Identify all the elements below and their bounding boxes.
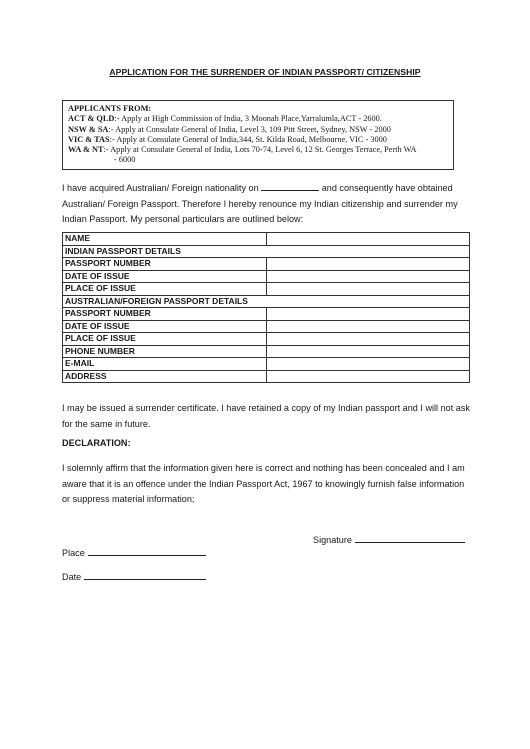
row-label: PASSPORT NUMBER [63,308,267,321]
table-row [63,345,470,358]
section-heading: INDIAN PASSPORT DETAILS [63,245,470,258]
row-value-field[interactable] [267,370,470,383]
signature-line [313,533,465,545]
row-value-field[interactable] [267,233,470,246]
intro-text-after: and consequently have obtained Australian/ Foreign Passport. Therefore I hereby renounce my Indian citizenship and surrender my Indian Passport. My personal particulars are outlined below: [62,183,458,224]
row-label: PHONE NUMBER [63,345,267,358]
table-row [63,295,470,308]
place-line [62,546,206,558]
place-field[interactable] [88,546,206,556]
table-row [63,370,470,383]
row-label: ADDRESS [63,370,267,383]
declaration-heading: DECLARATION: [62,438,131,448]
applicant-entry-nsw-sa: NSW & SA:- Apply at Consulate General of India, Level 3, 109 Pitt Street, Sydney, NSW - 2000 [68,124,391,134]
row-value-field[interactable] [267,270,470,283]
intro-text-before: I have acquired Australian/ Foreign nationality on [62,183,259,193]
row-label: NAME [63,233,267,246]
declaration-paragraph: I solemnly affirm that the information given here is correct and nothing has been concealed and I am aware that it is an offence under the Indian Passport Act, 1967 to knowingly furnish false information or suppress material information; [62,463,465,504]
intro-paragraph [62,181,472,228]
row-label: PASSPORT NUMBER [63,258,267,271]
row-label: PLACE OF ISSUE [63,333,267,346]
applicant-entry-wa-nt: WA & NT:- Apply at Consulate General of India, Lots 70-74, Level 6, 12 St. Georges Terrace, Perth WA [68,145,417,155]
table-row [63,245,470,258]
row-value-field[interactable] [267,308,470,321]
date-label: Date [62,572,82,582]
row-value-field[interactable] [267,258,470,271]
table-row [63,320,470,333]
date-field[interactable] [84,570,206,580]
table-row [63,233,470,246]
form-title: APPLICATION FOR THE SURRENDER OF INDIAN PASSPORT/ CITIZENSHIP [109,67,421,77]
table-row [63,333,470,346]
particulars-table [62,232,470,383]
table-row [63,270,470,283]
row-value-field[interactable] [267,320,470,333]
table-row [63,283,470,296]
applicant-entry-continuation: - 6000 [114,155,136,165]
applicant-entry-vic-tas: VIC & TAS:- Apply at Consulate General of India,344, St. Kilda Road, Melbourne, VIC - 3000 [68,134,387,144]
date-line [62,570,206,582]
place-label: Place [62,548,85,558]
applicants-box [62,100,454,170]
row-label: DATE OF ISSUE [63,320,267,333]
table-row [63,308,470,321]
table-row [63,358,470,371]
applicant-entry-act-qld: ACT & QLD:- Apply at High Commission of India, 3 Moonah Place,Yarralumla,ACT - 2600. [68,114,382,124]
applicants-heading: APPLICANTS FROM: [68,104,152,113]
row-value-field[interactable] [267,358,470,371]
row-value-field[interactable] [267,345,470,358]
row-value-field[interactable] [267,333,470,346]
table-row [63,258,470,271]
row-value-field[interactable] [267,283,470,296]
signature-label: Signature [313,535,352,545]
surrender-paragraph: I may be issued a surrender certificate. I have retained a copy of my Indian passport and I will not ask for the same in future. [62,403,470,429]
row-label: PLACE OF ISSUE [63,283,267,296]
row-label: E-MAIL [63,358,267,371]
signature-field[interactable] [355,533,465,543]
row-label: DATE OF ISSUE [63,270,267,283]
nationality-date-field[interactable] [261,181,319,191]
section-heading: AUSTRALIAN/FOREIGN PASSPORT DETAILS [63,295,470,308]
